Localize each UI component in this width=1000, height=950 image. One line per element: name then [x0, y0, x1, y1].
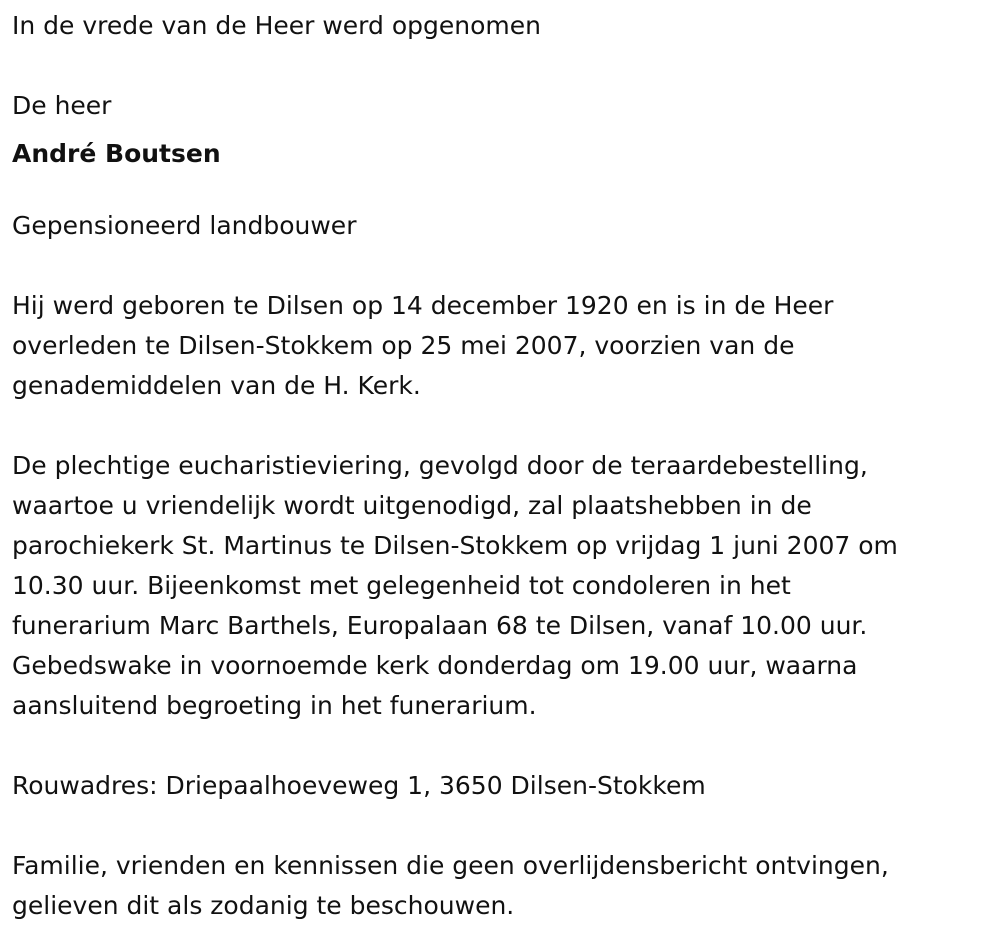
paragraph-line: Hij werd geboren te Dilsen op 14 december 1920 en is in de Heer [12, 291, 834, 320]
death-notice [12, 6, 992, 926]
ceremony-paragraph [12, 446, 992, 726]
paragraph-line: Gebedswake in voornoemde kerk donderdag om 19.00 uur, waarna [12, 651, 858, 680]
paragraph-line: genademiddelen van de H. Kerk. [12, 371, 421, 400]
spacer [12, 46, 992, 86]
paragraph-line: 10.30 uur. Bijeenkomst met gelegenheid tot condoleren in het [12, 571, 791, 600]
paragraph-line: De plechtige eucharistieviering, gevolgd door de teraardebestelling, [12, 451, 868, 480]
deceased-name: André Boutsen [12, 139, 221, 168]
occupation: Gepensioneerd landbouwer [12, 211, 357, 240]
paragraph-line: gelieven dit als zodanig te beschouwen. [12, 891, 515, 920]
paragraph-line: aansluitend begroeting in het funerarium. [12, 691, 537, 720]
mourning-address: Rouwadres: Driepaalhoeveweg 1, 3650 Dilsen-Stokkem [12, 771, 706, 800]
birth-death-paragraph [12, 286, 992, 406]
spacer [12, 726, 992, 766]
spacer [12, 246, 992, 286]
paragraph-line: overleden te Dilsen-Stokkem op 25 mei 2007, voorzien van de [12, 331, 795, 360]
paragraph-line: funerarium Marc Barthels, Europalaan 68 te Dilsen, vanaf 10.00 uur. [12, 611, 868, 640]
closing-paragraph [12, 846, 992, 926]
paragraph-line: Familie, vrienden en kennissen die geen overlijdensbericht ontvingen, [12, 851, 889, 880]
paragraph-line: parochiekerk St. Martinus te Dilsen-Stokkem op vrijdag 1 juni 2007 om [12, 531, 898, 560]
paragraph-line: waartoe u vriendelijk wordt uitgenodigd, zal plaatshebben in de [12, 491, 812, 520]
intro-line: In de vrede van de Heer werd opgenomen [12, 11, 541, 40]
spacer [12, 174, 992, 206]
spacer [12, 806, 992, 846]
salutation: De heer [12, 91, 112, 120]
spacer [12, 406, 992, 446]
